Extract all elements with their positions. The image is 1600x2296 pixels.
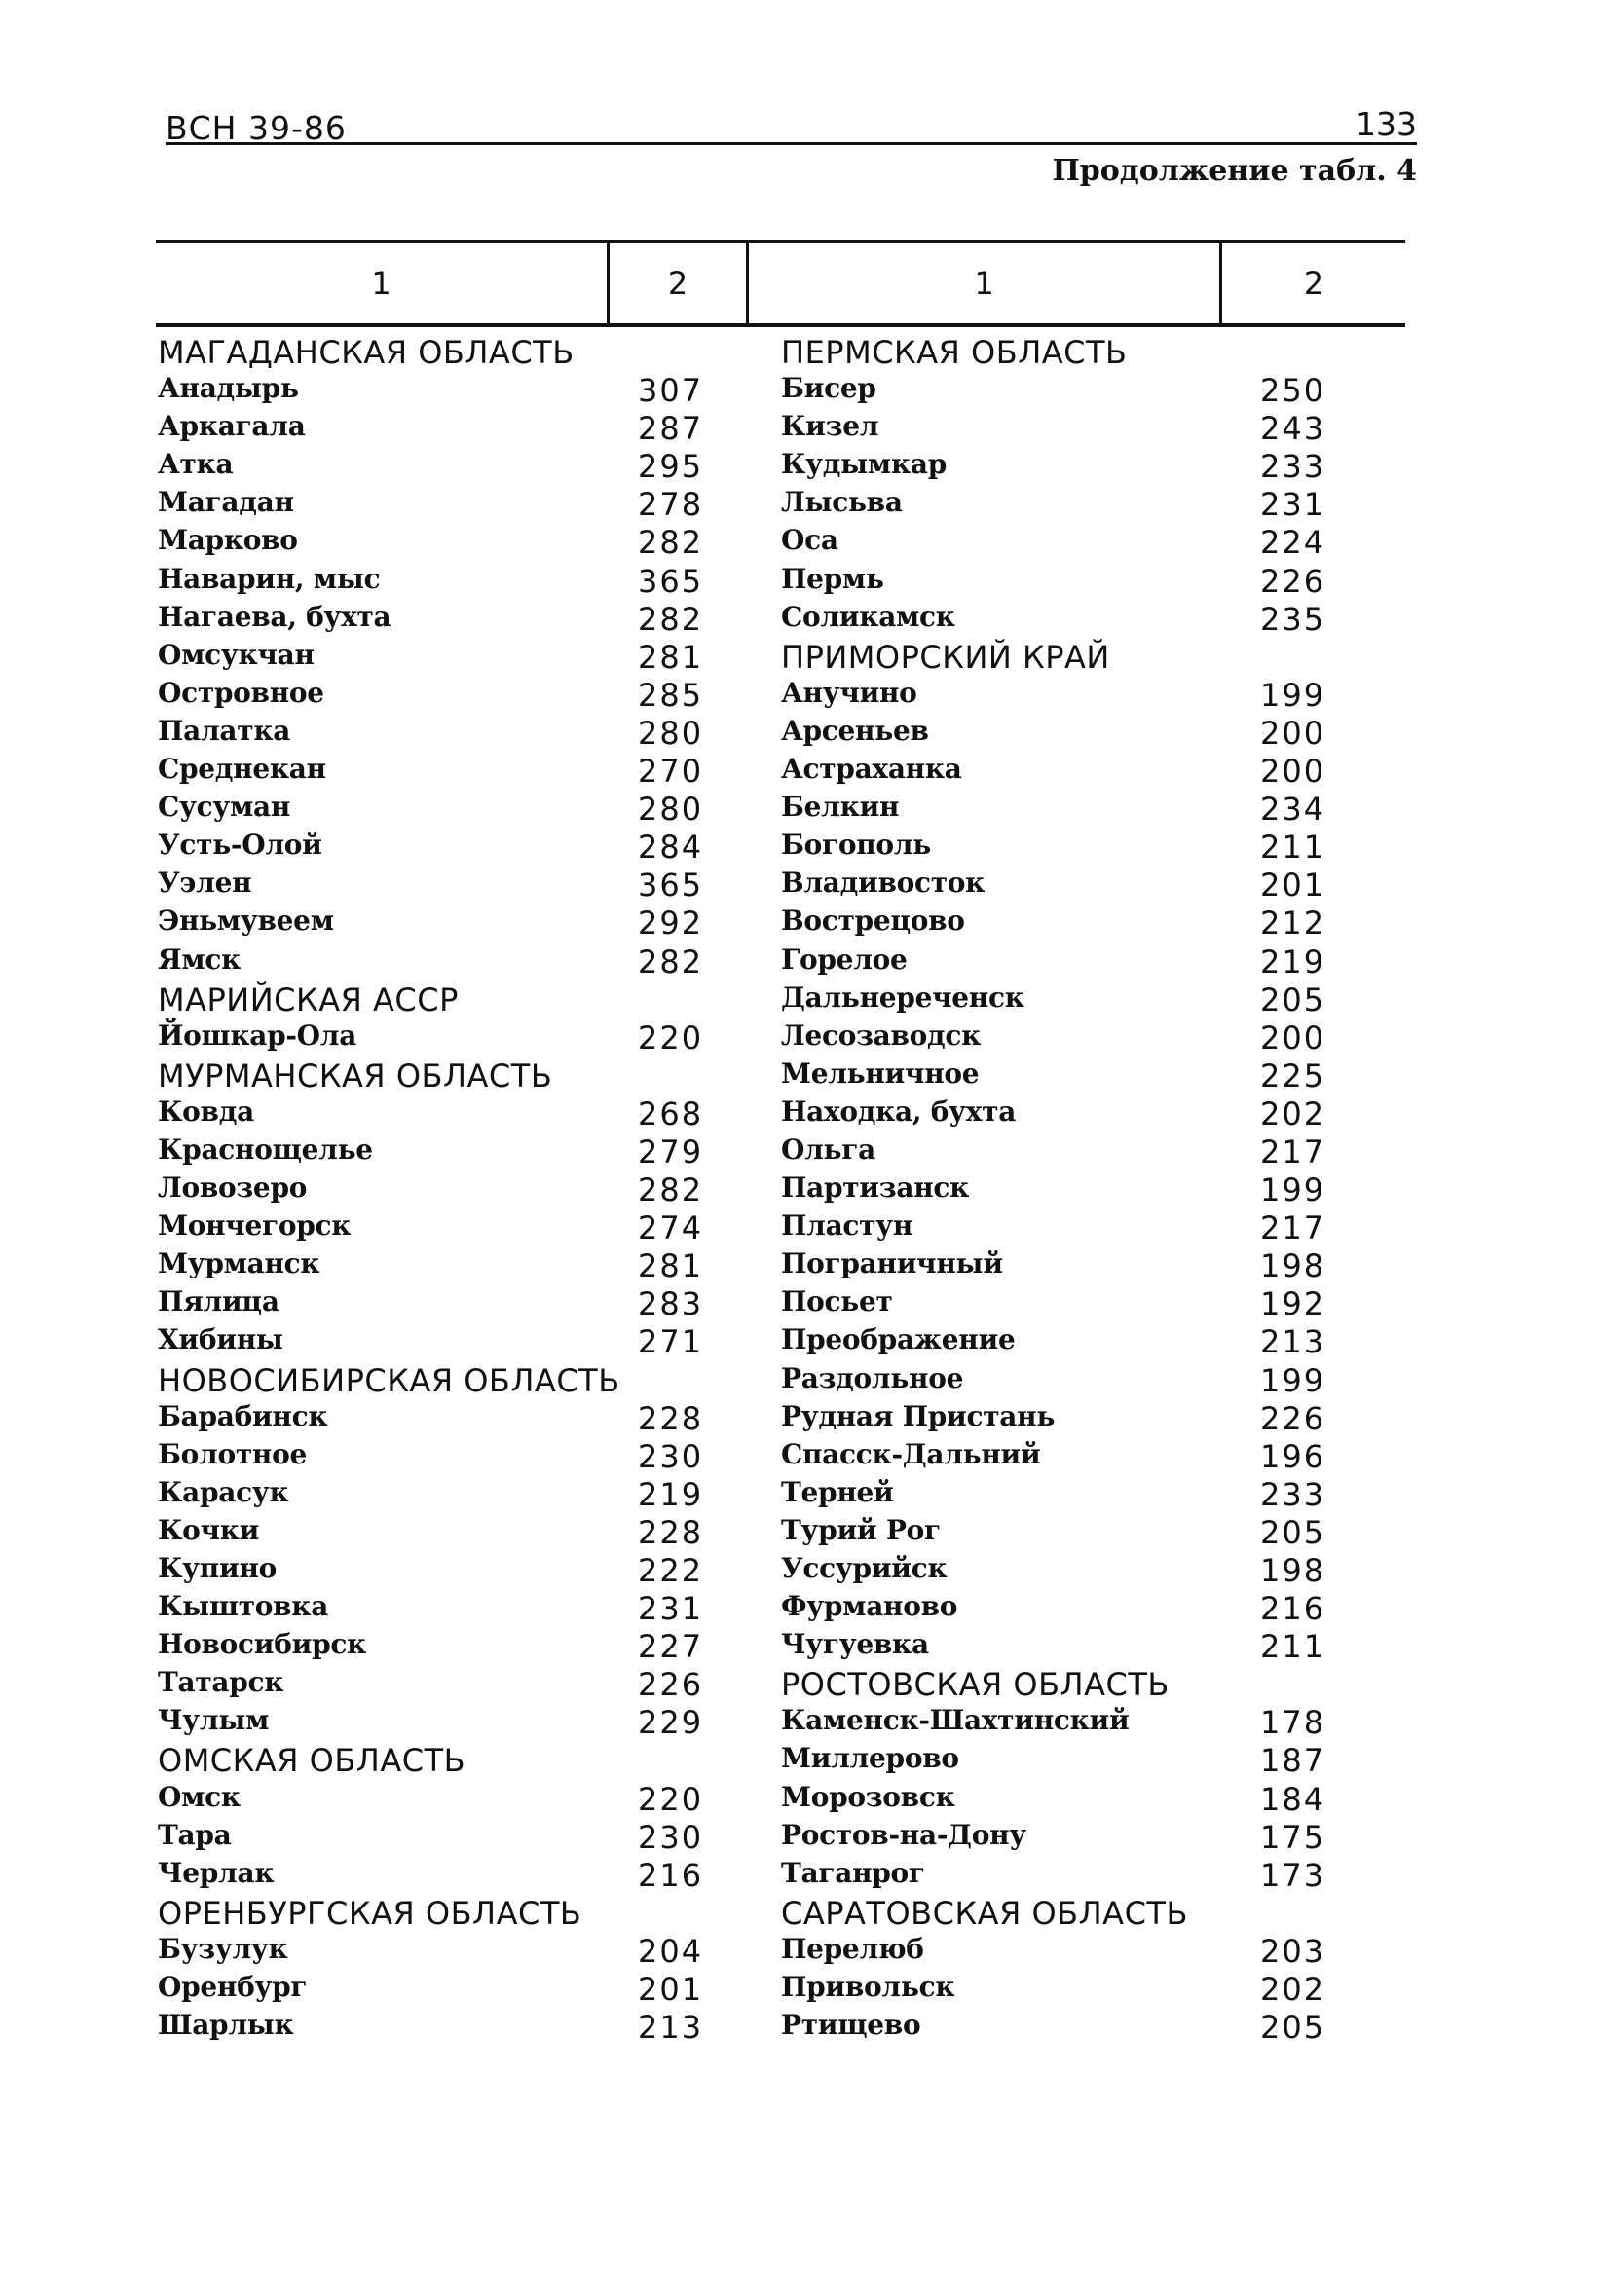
locality-value: 283 [638,1285,704,1323]
table-row [158,867,718,905]
locality-name: Лесозаводск [781,1018,982,1052]
table-row [781,1933,1365,1971]
locality-name: Чулым [158,1704,270,1737]
locality-name: Таганрог [781,1856,925,1889]
locality-value: 229 [638,1704,704,1742]
locality-value: 292 [638,905,704,943]
locality-value: 233 [1260,1475,1326,1513]
locality-value: 225 [1260,1056,1326,1094]
locality-value: 216 [638,1856,704,1894]
table-row [781,1209,1365,1247]
table-row [781,1742,1365,1780]
locality-name: Среднекан [158,753,326,786]
locality-value: 282 [638,1171,704,1209]
table-row [781,1476,1365,1514]
header-col-name-right: 1 [974,265,994,302]
locality-name: Партизанск [781,1171,970,1204]
locality-value: 220 [638,1780,704,1818]
header-col-value-right: 2 [1303,265,1324,302]
locality-value: 233 [1260,448,1326,486]
table-continuation-caption: Продолжение табл. 4 [1052,154,1417,188]
table-row [158,639,718,677]
region-name: ПРИМОРСКИЙ КРАЙ [781,638,1110,676]
table-row [781,1247,1365,1285]
table-row [158,486,718,524]
region-heading-row [158,1057,718,1095]
table-row [158,944,718,981]
locality-value: 274 [638,1209,704,1247]
table-row [158,677,718,715]
locality-name: Мурманск [158,1247,320,1280]
locality-value: 280 [638,791,704,829]
region-name: МАГАДАНСКАЯ ОБЛАСТЬ [158,334,575,371]
right-table-column [781,334,1365,2047]
table-row [781,2009,1365,2047]
locality-name: Каменск-Шахтинский [781,1704,1130,1737]
table-row [781,1552,1365,1590]
table-row [158,1514,718,1552]
locality-name: Островное [158,676,324,709]
locality-value: 173 [1260,1856,1326,1894]
table-row [158,1438,718,1476]
table-row [158,1285,718,1323]
table-row [781,1171,1365,1209]
table-row [158,1819,718,1857]
locality-value: 196 [1260,1437,1326,1475]
locality-value: 202 [1260,1094,1326,1132]
table-row [158,1095,718,1133]
locality-value: 250 [1260,372,1326,410]
locality-name: Морозовск [781,1780,955,1813]
locality-name: Эньмувеем [158,905,334,938]
locality-name: Черлак [158,1856,275,1889]
table-row [781,601,1365,639]
locality-value: 213 [638,2009,704,2047]
left-table-column [158,334,718,2047]
table-row [781,1819,1365,1857]
locality-name: Посьет [781,1285,893,1318]
locality-value: 282 [638,600,704,638]
locality-name: Вострецово [781,905,965,938]
table-row [781,1133,1365,1171]
table-header [156,240,1405,327]
locality-name: Астраханка [781,753,962,786]
locality-value: 278 [638,486,704,524]
table-row [158,1552,718,1590]
locality-value: 219 [638,1475,704,1513]
table-row [158,1476,718,1514]
locality-name: Татарск [158,1666,284,1699]
table-row [158,905,718,943]
locality-value: 202 [1260,1971,1326,2009]
locality-value: 198 [1260,1247,1326,1285]
locality-value: 224 [1260,524,1326,562]
table-row [158,1133,718,1171]
locality-name: Кудымкар [781,448,947,481]
table-row [158,1019,718,1057]
locality-value: 287 [638,410,704,448]
locality-name: Краснощелье [158,1132,373,1166]
locality-name: Нагаева, бухта [158,600,391,633]
table-row [781,1285,1365,1323]
region-name: НОВОСИБИРСКАЯ ОБЛАСТЬ [158,1361,620,1399]
region-name: ОМСКАЯ ОБЛАСТЬ [158,1742,466,1780]
locality-value: 234 [1260,791,1326,829]
table-row [158,829,718,867]
locality-name: Омск [158,1780,241,1813]
table-row [781,1514,1365,1552]
locality-name: Мельничное [781,1056,980,1090]
locality-name: Кочки [158,1513,260,1546]
locality-name: Наварин, мыс [158,562,381,595]
locality-name: Ольга [781,1132,875,1166]
table-row [158,791,718,829]
locality-name: Кыштовка [158,1590,329,1623]
locality-value: 216 [1260,1590,1326,1628]
locality-value: 204 [638,1932,704,1970]
locality-value: 271 [638,1323,704,1361]
locality-value: 205 [1260,2009,1326,2047]
table-row [158,1666,718,1704]
table-row [158,1590,718,1628]
locality-name: Ямск [158,943,242,976]
locality-name: Ростов-на-Дону [781,1818,1026,1851]
locality-name: Ртищево [781,2009,921,2042]
table-row [158,1971,718,2009]
locality-value: 199 [1260,676,1326,714]
table-row [781,372,1365,410]
locality-name: Богополь [781,829,931,862]
locality-value: 227 [638,1628,704,1666]
locality-value: 219 [1260,943,1326,981]
locality-name: Спасск-Дальний [781,1437,1041,1470]
locality-name: Бисер [781,372,876,405]
locality-value: 231 [638,1590,704,1628]
region-name: МУРМАНСКАЯ ОБЛАСТЬ [158,1056,553,1094]
locality-name: Хибины [158,1323,283,1356]
table-row [781,524,1365,562]
locality-value: 282 [638,524,704,562]
table-row [158,1933,718,1971]
locality-value: 213 [1260,1323,1326,1361]
locality-value: 230 [638,1437,704,1475]
locality-value: 205 [1260,981,1326,1018]
table-row [158,524,718,562]
table-row [158,1781,718,1819]
table-row [158,715,718,753]
table-row [781,1019,1365,1057]
locality-name: Оса [781,524,838,557]
locality-name: Привольск [781,1971,955,2004]
locality-name: Оренбург [158,1971,308,2004]
table-row [781,563,1365,601]
table-row [158,1628,718,1666]
region-name: САРАТОВСКАЯ ОБЛАСТЬ [781,1894,1188,1932]
page-number: 133 [1356,105,1417,143]
locality-name: Владивосток [781,867,986,900]
locality-value: 212 [1260,905,1326,943]
table-row [781,1438,1365,1476]
locality-value: 279 [638,1132,704,1170]
table-row [781,1400,1365,1438]
table-row [781,981,1365,1019]
locality-name: Марково [158,524,298,557]
locality-name: Лысьва [781,486,903,519]
locality-value: 235 [1260,600,1326,638]
table-row [781,1971,1365,2009]
locality-value: 365 [638,562,704,600]
locality-value: 268 [638,1094,704,1132]
region-name: РОСТОВСКАЯ ОБЛАСТЬ [781,1666,1170,1704]
table-row [781,448,1365,486]
locality-value: 228 [638,1399,704,1437]
locality-name: Анучино [781,676,917,709]
locality-name: Фурманово [781,1590,958,1623]
locality-value: 217 [1260,1132,1326,1170]
table-row [158,1400,718,1438]
region-heading-row [781,334,1365,372]
locality-value: 175 [1260,1818,1326,1856]
locality-name: Терней [781,1475,894,1508]
region-heading-row [158,1362,718,1400]
table-row [158,563,718,601]
table-row [781,1857,1365,1895]
locality-name: Атка [158,448,234,481]
table-row [158,1323,718,1361]
locality-value: 222 [638,1552,704,1589]
region-heading-row [158,981,718,1019]
document-code: ВСН 39-86 [166,109,347,147]
table-row [781,944,1365,981]
locality-value: 200 [1260,1018,1326,1056]
table-row [781,1628,1365,1666]
locality-name: Пермь [781,562,884,595]
table-row [781,791,1365,829]
locality-name: Пограничный [781,1247,1003,1280]
locality-value: 200 [1260,753,1326,791]
table-row [781,410,1365,448]
locality-value: 228 [638,1513,704,1551]
locality-value: 281 [638,638,704,676]
table-row [781,1781,1365,1819]
locality-value: 281 [638,1247,704,1285]
region-heading-row [781,639,1365,677]
locality-value: 295 [638,448,704,486]
table-row [781,905,1365,943]
locality-value: 200 [1260,714,1326,752]
locality-name: Карасук [158,1475,289,1508]
locality-name: Рудная Пристань [781,1399,1056,1432]
table-row [781,486,1365,524]
locality-name: Уссурийск [781,1552,948,1584]
locality-name: Горелое [781,943,908,976]
table-row [781,677,1365,715]
locality-value: 230 [638,1818,704,1856]
locality-value: 231 [1260,486,1326,524]
locality-value: 199 [1260,1171,1326,1209]
page-header [166,105,1417,147]
locality-name: Ловозеро [158,1171,308,1204]
locality-value: 201 [638,1971,704,2009]
locality-name: Перелюб [781,1932,924,1965]
locality-name: Турий Рог [781,1513,941,1546]
locality-name: Миллерово [781,1742,959,1775]
locality-value: 282 [638,943,704,981]
locality-name: Тара [158,1818,232,1851]
locality-value: 178 [1260,1704,1326,1742]
region-heading-row [158,1742,718,1780]
locality-value: 270 [638,753,704,791]
table-row [158,1857,718,1895]
locality-name: Преображение [781,1323,1016,1356]
locality-name: Дальнереченск [781,981,1024,1014]
locality-value: 307 [638,372,704,410]
locality-name: Йошкар-Ола [158,1018,357,1052]
locality-value: 205 [1260,1513,1326,1551]
locality-name: Болотное [158,1437,307,1470]
table-row [158,1704,718,1742]
locality-value: 280 [638,714,704,752]
header-col-name-left: 1 [371,265,391,302]
region-name: ПЕРМСКАЯ ОБЛАСТЬ [781,334,1128,371]
locality-name: Мончегорск [158,1209,352,1242]
locality-name: Уэлен [158,867,252,900]
region-heading-row [781,1666,1365,1704]
region-heading-row [781,1895,1365,1933]
locality-value: 211 [1260,829,1326,867]
locality-value: 198 [1260,1552,1326,1589]
header-rule [166,142,1417,145]
locality-name: Купино [158,1552,278,1584]
locality-value: 187 [1260,1742,1326,1780]
locality-name: Пялица [158,1285,279,1318]
table-row [158,1209,718,1247]
table-row [158,410,718,448]
locality-value: 226 [1260,562,1326,600]
locality-value: 203 [1260,1932,1326,1970]
locality-name: Палатка [158,714,291,747]
locality-name: Кизел [781,410,879,443]
locality-name: Омсукчан [158,638,315,671]
locality-name: Арсеньев [781,714,929,747]
table-row [781,1704,1365,1742]
locality-name: Находка, бухта [781,1094,1017,1128]
table-row [158,753,718,791]
locality-value: 220 [638,1018,704,1056]
locality-value: 226 [1260,1399,1326,1437]
locality-name: Чугуевка [781,1628,929,1661]
locality-value: 226 [638,1666,704,1704]
table-row [781,1362,1365,1400]
locality-value: 285 [638,676,704,714]
locality-name: Усть-Олой [158,829,322,862]
locality-name: Барабинск [158,1399,328,1432]
table-row [158,601,718,639]
region-heading-row [158,1895,718,1933]
table-row [781,1057,1365,1095]
table-row [781,715,1365,753]
locality-name: Сусуман [158,791,291,824]
locality-name: Белкин [781,791,900,824]
table-row [158,372,718,410]
locality-name: Магадан [158,486,294,519]
region-name: МАРИЙСКАЯ АССР [158,981,459,1018]
locality-name: Пластун [781,1209,913,1242]
region-name: ОРЕНБУРГСКАЯ ОБЛАСТЬ [158,1894,582,1932]
locality-value: 201 [1260,867,1326,905]
table-row [781,1095,1365,1133]
table-row [781,829,1365,867]
table-row [781,753,1365,791]
locality-name: Ковда [158,1094,254,1128]
table-row [781,1323,1365,1361]
locality-value: 243 [1260,410,1326,448]
locality-value: 365 [638,867,704,905]
locality-name: Шарлык [158,2009,294,2042]
locality-value: 217 [1260,1209,1326,1247]
locality-name: Аркагала [158,410,306,443]
locality-name: Анадырь [158,372,299,405]
locality-name: Раздольное [781,1361,964,1394]
table-row [781,867,1365,905]
table-row [158,448,718,486]
table-row [158,1247,718,1285]
table-row [158,1171,718,1209]
locality-value: 192 [1260,1285,1326,1323]
header-col-value-left: 2 [667,265,688,302]
table-row [158,2009,718,2047]
locality-name: Новосибирск [158,1628,367,1661]
locality-value: 199 [1260,1361,1326,1399]
locality-value: 284 [638,829,704,867]
locality-name: Соликамск [781,600,955,633]
region-heading-row [158,334,718,372]
locality-value: 184 [1260,1780,1326,1818]
locality-name: Бузулук [158,1932,288,1965]
locality-value: 211 [1260,1628,1326,1666]
table-row [781,1590,1365,1628]
